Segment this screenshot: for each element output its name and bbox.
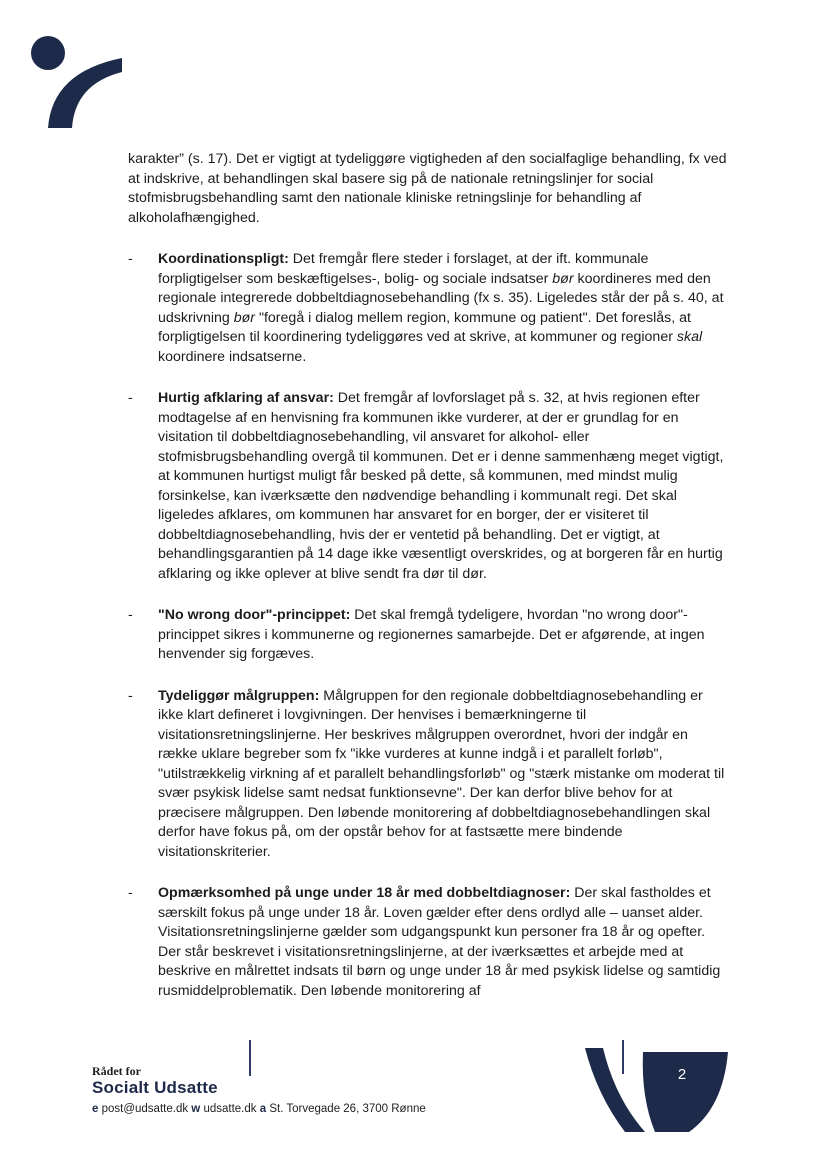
list-item-malgruppen [128,687,730,863]
list-item-hurtig-afklaring [128,389,730,584]
footer-divider [249,1040,251,1076]
web-key: w [191,1103,201,1115]
item-text-part: Det fremgår flere steder i forslaget, at der ift. kommunale forpligtigelser som beskæftigelses-, bolig- og sociale indsatser [158,251,649,287]
email-key: e [92,1103,99,1115]
bullet-dash: - [128,687,133,704]
list-item-unge-under-18 [128,884,730,1001]
item-text-part: Det skal fremgå tydeligere, hvordan "no wrong door"-princippet sikres i kommunerne og regionernes samarbejde. Det er afgørende, at ingen henvender sig forgæves. [158,607,705,662]
item-emphasis: bør [233,309,255,326]
bullet-dash: - [128,390,133,406]
list-item-text [158,606,730,665]
item-title: "No wrong door"-princippet: [158,607,351,623]
item-title: Koordinationspligt: [158,251,289,267]
list-item-text [158,884,730,1001]
brand-large-text: Socialt Udsatte [92,1078,218,1097]
item-text-part: Det fremgår af lovforslaget på s. 32, at hvis regionen efter modtagelse af en henvisning fra kommunen ikke vurderer, at der er grundlag for en visitation til dobbeltdiagnosebehandling, vil ansvaret for alkohol- eller stofmisbrugsbehandling overgå til kommunen. Det er i denne sammenhæng meget vigtigt, at kommunen hurtigst muligt får besked på dette, så kommunen, med mindst mulig forsinkelse, kan iværksætte den nødvendige behandling i kommunalt regi. Det skal ligeledes afklares, om kommunen har ansvaret for en borger, der er visiteret til dobbeltdiagnosebehandling, hvis der er ventetid på behandling. Det er vigtigt, at behandlingsgarantien på 14 dage ikke væsentligt overskrides, og at borgeren får en hurtig afklaring og ikke oplever at blive sendt fra dør til dør. [158,390,724,582]
brand-logo-icon [0,0,140,140]
address-text: St. Torvegade 26, 3700 Rønne [269,1103,426,1115]
page-number: 2 [677,1066,687,1083]
bullet-dash: - [128,607,133,623]
footer-contact [92,1103,426,1115]
bullet-dash: - [128,885,133,901]
bullet-dash: - [128,251,133,267]
brand-small-text: Rådet for [92,1064,141,1078]
item-title: Opmærksomhed på unge under 18 år med dobbeltdiagnoser: [158,885,571,901]
item-title: Tydeliggør målgruppen: [158,687,320,704]
document-body [128,150,730,1001]
item-title: Hurtig afklaring af ansvar: [158,390,334,406]
list-item-koordinationspligt [128,250,730,367]
address-key: a [259,1103,267,1115]
list-item-no-wrong-door [128,606,730,665]
web-link[interactable]: udsatte.dk [203,1103,257,1115]
list-item-text [158,687,730,863]
intro-paragraph: karakter” (s. 17). Det er vigtigt at tydeliggøre vigtigheden af den socialfaglige behandling, fx ved at indskrive, at behandlingen skal basere sig på de nationale retningslinjer for social stofmisbrugsbehandling samt den nationale kliniske retningslinje for behandling af alkoholafhængighed. [128,151,727,226]
item-text-part: "foregå i dialog mellem region, kommune og patient". Det foreslås, at forpligtigelsen til koordinering tydeliggøres ved at skrive, at kommuner og regioner [158,309,691,345]
item-text-part: koordineres med den regionale integrerede dobbeltdiagnosebehandling (fx s. 35). Ligeledes står der på s. 40, at udskrivning [158,270,724,326]
email-link[interactable]: post@udsatte.dk [101,1103,189,1115]
list-item-text [158,250,730,367]
item-text-part: Der skal fastholdes et særskilt fokus på unge under 18 år. Loven gælder efter dens ordlyd alle – uanset alder. Visitationsretningslinjerne gælder som udgangspunkt kun personer fra 18 år og opefter. Der står beskrevet i visitationsretningslinjerne, at der iværksættes et arbejde med at beskrive en målrettet indsats til børn og unge under 18 år med psykisk lidelse og samtidig rusmiddelproblematik. Den løbende monitorering af [158,885,721,999]
item-text-part: Målgruppen for den regionale dobbeltdiagnosebehandling er ikke klart defineret i lovgivningen. Der henvises i bemærkningerne til visitationsretningslinjerne. Her beskrives målgruppen overordnet, hvori der indgår en række uklare begreber som fx "ikke vurderes at kunne indgå i et parallelt forløb", "utilstrækkelig virkning af et parallelt behandlingsforløb" og "stærk mistanke om moderat til svær psykisk lidelse samt nedsat funktionsevne". Der kan derfor blive behov for at præcisere målgruppen. Den løbende monitorering af dobbeltdiagnosebehandlingen skal derfor have fokus på, om der opstår behov for at fastsætte mere bindende visitationskriterier. [158,687,725,860]
item-emphasis: bør [552,270,574,287]
item-text-part: koordinere indsatserne. [158,348,307,365]
swoosh-shape-icon [585,1040,730,1135]
list-item-text [158,389,730,584]
footer-brand [92,1065,218,1097]
item-emphasis: skal [676,329,703,345]
